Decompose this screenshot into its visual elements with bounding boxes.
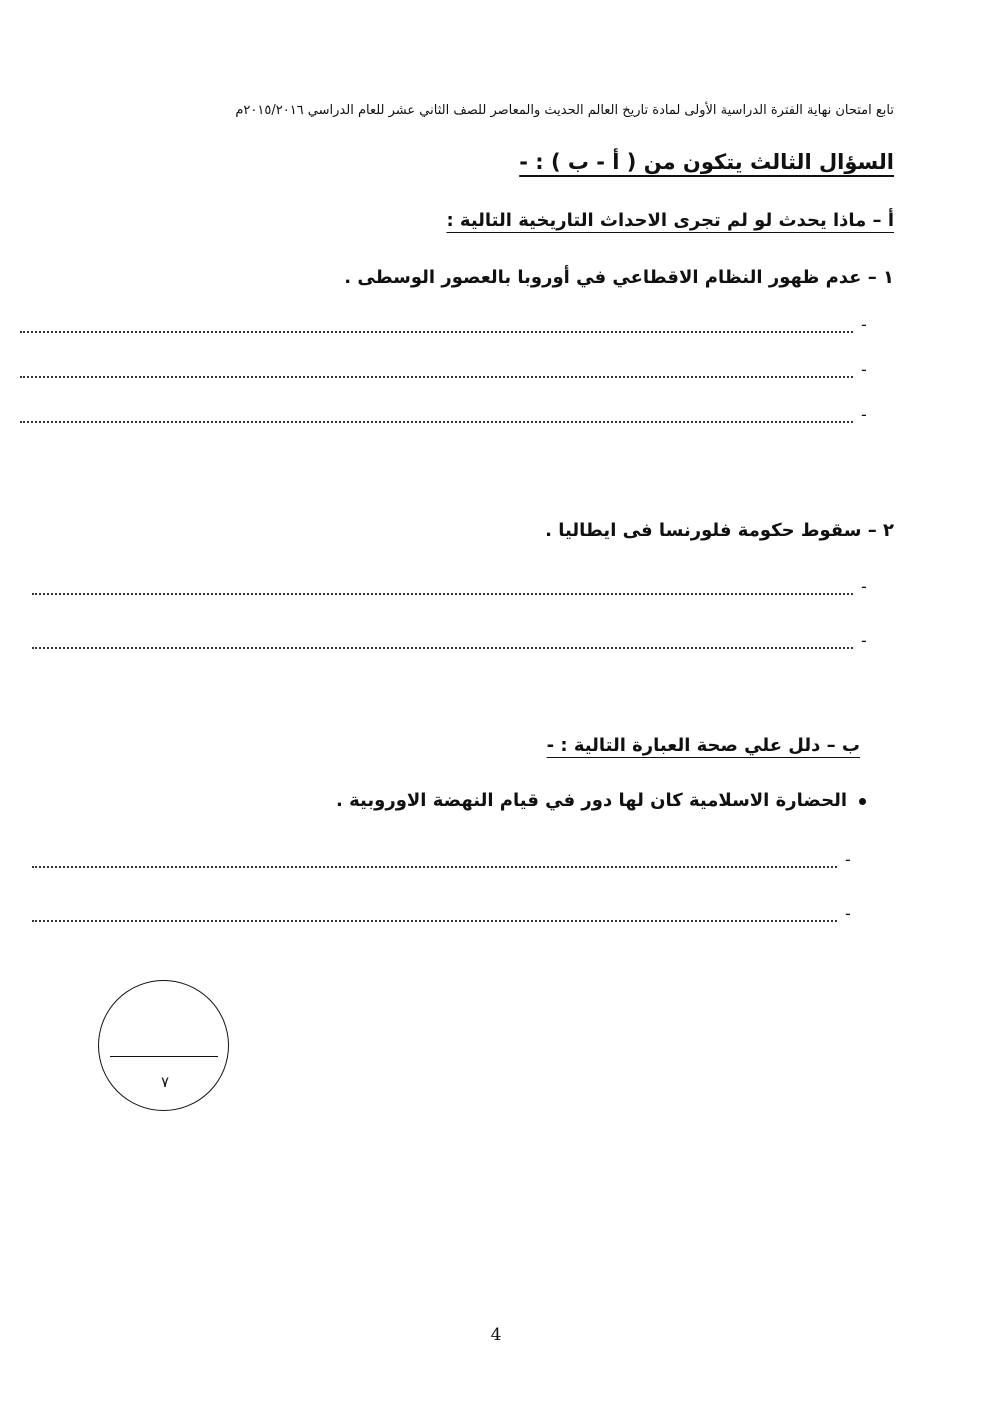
part-b-statement: [336, 790, 866, 811]
part-b-statement-text: الحضارة الاسلامية كان لها دور في قيام النهضة الاوروبية .: [336, 790, 847, 811]
answer-line[interactable]: [20, 419, 853, 423]
answer-line[interactable]: [20, 374, 853, 378]
part-a-heading: أ – ماذا يحدث لو لم تجرى الاحداث التاريخية التالية :: [446, 210, 894, 231]
answer-dash: -: [861, 577, 867, 596]
answer-line[interactable]: [32, 864, 837, 868]
part-a-item-2: ٢ – سقوط حكومة فلورنسا فى ايطاليا .: [545, 520, 894, 541]
part-a-item-1: ١ – عدم ظهور النظام الاقطاعي في أوروبا بالعصور الوسطى .: [344, 267, 894, 288]
answer-dash: -: [861, 360, 867, 379]
answer-line[interactable]: [20, 329, 853, 333]
answer-dash: -: [861, 405, 867, 424]
answer-dash: -: [861, 315, 867, 334]
bullet-icon: [859, 798, 866, 805]
grade-max-score: ٧: [160, 1073, 170, 1091]
question-title: السؤال الثالث يتكون من ( أ - ب ) : -: [519, 150, 894, 174]
grade-circle: [98, 980, 229, 1111]
exam-header: تابع امتحان نهاية الفترة الدراسية الأولى لمادة تاريخ العالم الحديث والمعاصر للصف الثاني عشر للعام الدراسي ٢٠١٥/٢٠١٦م: [235, 103, 894, 118]
answer-dash: -: [861, 631, 867, 650]
grade-divider[interactable]: [110, 1056, 218, 1057]
page-number: 4: [490, 1325, 502, 1345]
answer-line[interactable]: [32, 645, 853, 649]
part-b-heading: ب – دلل علي صحة العبارة التالية : -: [546, 735, 860, 756]
answer-dash: -: [845, 850, 851, 869]
answer-dash: -: [845, 904, 851, 923]
answer-line[interactable]: [32, 918, 837, 922]
answer-line[interactable]: [32, 591, 853, 595]
